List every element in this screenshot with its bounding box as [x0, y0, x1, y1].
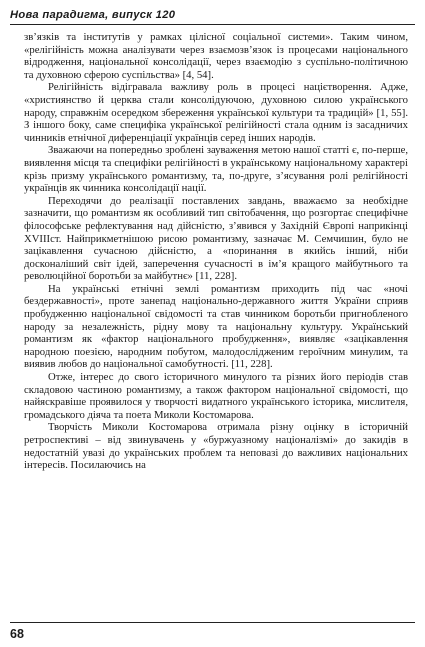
paragraph: Отже, інтерес до свого історичного минулого та різних його періодів став складовою частиною романтизму, а також фактором національної свідомості, що найяскравіше проявилося у творчості видатного українського історика, мислителя, громадського діяча та поета Миколи Костомарова. — [24, 371, 408, 421]
footer-rule — [10, 622, 415, 623]
paragraph: зв’язків та інститутів у рамках цілісної соціальної системи». Таким чином, «релігійність можна аналізувати через взаємозв’язок із процесами національного відродження, національної консолідації, через взаємодію з суспільно-політичною та духовною сферою суспільства» [4, 54]. — [24, 31, 408, 81]
paragraph: На українські етнічні землі романтизм приходить під час «ночі бездержавності», проте занепад національно-державного життя України сприяв пробудженню національної свідомості та став чинником боротьби пригнобленого народу за незалежність, рідну мову та національну культуру. Український романтизм як «фактор національного пробудження», виявляє «зацікавлення народною поезією, народним побутом, малодослідженим героїчним минулим, та виявив любов до національної самобутності. [11, 228]. — [24, 282, 408, 371]
paragraph: Творчість Миколи Костомарова отримала різну оцінку в історичній ретроспективі – від звинувачень у «буржуазному націоналізмі» до закидів в недостатній увазі до українських проблем та неповазі до важливих національних інтересів. Посилаючись на — [24, 421, 408, 472]
paragraph: Зважаючи на попередньо зроблені зауваження метою нашої статті є, по-перше, виявлення місця та специфіки релігійності в українському національному характері крізь призму українського романтизму, та, по-друге, з’ясування ролі релігійності українців як чинника консолідації нації. — [24, 144, 408, 195]
body-text — [24, 31, 408, 472]
paragraph: Переходячи до реалізації поставлених завдань, вважаємо за необхідне зазначити, що романтизм як особливий тип світобачення, що розгортає специфічне філософське рефлектування над дійсністю, з’явився у Західній Європі наприкінці XVIIIст. Найприкметнішою рисою романтизму, зазначає М. Семчишин, було не зацікавлення сучасною дійсністю, а «поринання в якийсь інший, ніби досконаліший світ ідей, заперечення сучасності в ім’я кращого майбутнього та революційної боротьби за майбутнє» [11, 228]. — [24, 194, 408, 283]
page-number: 68 — [10, 627, 24, 641]
paragraph: Релігійність відігравала важливу роль в процесі націєтворення. Адже, «християнство й церква стали консолідуючою, духовною силою українського народу, справжнім осередком збереження української культури та традицій» [1, 55]. З іншого боку, саме специфіка української релігійності стала одним із засадничих чинників етнічної диференціації українців серед інших народів. — [24, 81, 408, 144]
running-header — [10, 6, 415, 25]
journal-title: Нова парадигма, випуск 120 — [10, 9, 176, 21]
